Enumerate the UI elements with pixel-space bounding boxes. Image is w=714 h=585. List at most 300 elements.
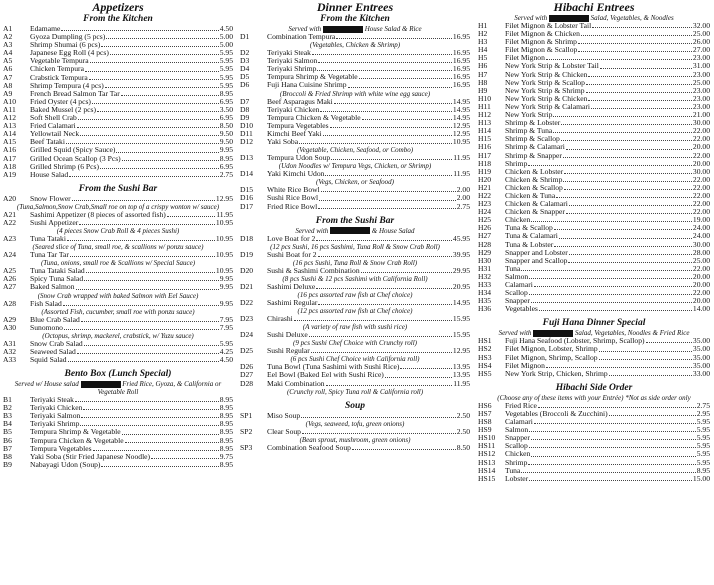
- item-code: HS6: [478, 400, 492, 410]
- menu-item: [240, 412, 470, 420]
- leader-dots: [323, 130, 452, 136]
- item-name: Chicken & Lobster: [505, 166, 564, 176]
- leader-dots: [362, 114, 452, 120]
- menu-item: [240, 331, 470, 339]
- item-price: 5.95: [696, 441, 710, 451]
- item-code: H36: [478, 304, 492, 314]
- leader-dots: [566, 208, 692, 214]
- leader-dots: [316, 235, 452, 241]
- leader-dots: [528, 459, 695, 465]
- item-code: A4: [3, 48, 13, 58]
- item-price: 33.00: [692, 368, 710, 378]
- leader-dots: [385, 371, 452, 377]
- leader-dots: [348, 81, 452, 87]
- item-price: 8.95: [219, 411, 233, 421]
- item-price: 6.95: [219, 113, 233, 123]
- leader-dots: [599, 345, 692, 351]
- item-name: Beef Asparagus Maki: [267, 96, 333, 106]
- item-name: Soft Shell Crab: [30, 113, 77, 123]
- item-name: Yaki Kimchi Udon: [267, 169, 325, 179]
- item-code: A19: [3, 169, 17, 179]
- leader-dots: [609, 370, 692, 376]
- leader-dots: [588, 71, 691, 77]
- leader-dots: [586, 87, 692, 93]
- item-code: A32: [3, 346, 17, 356]
- item-name: Chicken & Scallop: [505, 182, 563, 192]
- item-code: H17: [478, 150, 492, 160]
- leader-dots: [600, 62, 692, 68]
- leader-dots: [85, 65, 219, 71]
- menu-item: [240, 203, 470, 211]
- item-price: 23.00: [692, 69, 710, 79]
- item-name: Gyoza Dumpling (5 pcs): [30, 32, 106, 42]
- item-name: New York Strip & Calamari: [505, 101, 591, 111]
- item-code: A27: [3, 282, 17, 292]
- leader-dots: [84, 275, 219, 281]
- item-code: H12: [478, 110, 492, 120]
- item-code: A2: [3, 32, 13, 42]
- item-price: 5.95: [219, 80, 233, 90]
- leader-dots: [81, 412, 218, 418]
- menu-item: [240, 251, 470, 259]
- item-code: B3: [3, 411, 12, 421]
- leader-dots: [564, 168, 692, 174]
- item-description: (Bean sprout, mushroom, green onions): [299, 435, 411, 444]
- item-description: (Vegs, Chicken, or Seafood): [316, 178, 394, 187]
- item-code: H33: [478, 280, 492, 289]
- item-name: Chicken & Calamari: [505, 199, 568, 209]
- leader-dots: [609, 410, 696, 416]
- item-name: Sushi Deluxe: [267, 330, 308, 340]
- item-price: 23.00: [692, 93, 710, 103]
- item-name: New York Strip & Scallop: [505, 77, 585, 87]
- leader-dots: [63, 300, 219, 306]
- leader-dots: [121, 90, 219, 96]
- item-name: Tuna Bowl (Tuna Sashimi with Sushi Rice): [267, 362, 400, 372]
- item-price: 14.95: [452, 104, 470, 114]
- leader-dots: [321, 186, 456, 192]
- leader-dots: [531, 297, 692, 303]
- leader-dots: [79, 219, 215, 225]
- item-description: (Tuna,Salmon,Snow Crab,Small roe on top of a crispy wonton w/ sauce): [16, 202, 220, 211]
- redaction-mark: [330, 227, 370, 234]
- item-code: A23: [3, 234, 17, 244]
- leader-dots: [531, 216, 692, 222]
- item-name: Fried Oyster (4 pcs): [30, 96, 91, 106]
- item-code: HS2: [478, 344, 492, 354]
- leader-dots: [122, 428, 219, 434]
- item-name: Baked Mussel (2 pcs): [30, 104, 97, 114]
- item-price: 16.95: [452, 80, 470, 90]
- leader-dots: [67, 235, 215, 241]
- item-price: 5.95: [696, 417, 710, 427]
- item-price: 20.95: [452, 281, 470, 291]
- item-name: Tempura Chicken & Vegetable: [30, 435, 124, 445]
- menu-item: [3, 283, 233, 291]
- leader-dots: [330, 122, 452, 128]
- item-name: Shrimp & Snapper: [505, 150, 562, 160]
- item-name: Snapper and Scallop: [505, 255, 568, 265]
- leader-dots: [564, 184, 692, 190]
- leader-dots: [70, 251, 215, 257]
- item-name: Filet Mignon: [505, 53, 545, 63]
- item-price: 35.00: [692, 360, 710, 370]
- leader-dots: [561, 135, 692, 141]
- hibachi-column: [478, 0, 710, 483]
- item-code: A7: [3, 72, 13, 82]
- item-price: 22.00: [692, 199, 710, 209]
- item-code: D27: [240, 370, 254, 380]
- item-code: H13: [478, 118, 492, 128]
- item-code: A25: [3, 266, 17, 276]
- item-name: Tuna Tataki: [30, 234, 66, 244]
- item-price: 16.95: [452, 56, 470, 66]
- item-price: 23.00: [692, 101, 710, 111]
- leader-dots: [561, 119, 692, 125]
- item-name: Tuna & Scallop: [505, 223, 553, 233]
- leader-dots: [77, 122, 219, 128]
- item-name: Snapper: [505, 433, 530, 443]
- item-price: 14.95: [452, 297, 470, 307]
- item-price: 8.95: [219, 88, 233, 98]
- item-price: 9.95: [219, 274, 233, 284]
- menu-item: [240, 315, 470, 323]
- menu-item: [240, 154, 470, 162]
- item-name: Tuna Tataki Salad: [30, 266, 85, 276]
- item-name: Yaki Soba: [267, 137, 299, 147]
- item-name: Filet Mignon: [505, 360, 545, 370]
- menu-item: [3, 235, 233, 243]
- item-code: H7: [478, 69, 488, 79]
- special-list: [478, 337, 710, 377]
- item-code: SP2: [240, 426, 253, 436]
- side-note: (Choose any of these items with your Entrée) *Not as side order only: [497, 393, 691, 402]
- dinner-sushi-list: [240, 235, 470, 396]
- item-code: B1: [3, 395, 12, 405]
- item-price: 2.75: [696, 400, 710, 410]
- item-price: 2.75: [219, 169, 233, 179]
- leader-dots: [301, 412, 456, 418]
- item-code: HS3: [478, 352, 492, 362]
- item-price: 14.95: [452, 96, 470, 106]
- appetizers-kitchen-list: [3, 25, 233, 179]
- leader-dots: [316, 283, 452, 289]
- item-code: D2: [240, 48, 250, 58]
- menu-item: [240, 170, 470, 178]
- item-price: 10.95: [215, 266, 233, 276]
- item-price: 30.00: [692, 239, 710, 249]
- item-code: A15: [3, 137, 17, 147]
- leader-dots: [538, 402, 696, 408]
- item-code: D21: [240, 281, 254, 291]
- item-code: H4: [478, 45, 488, 55]
- leader-dots: [581, 30, 692, 36]
- special-title: Fuji Hana Dinner Special: [542, 318, 646, 329]
- leader-dots: [569, 249, 692, 255]
- menu-item: [3, 195, 233, 203]
- item-price: 11.95: [453, 169, 470, 179]
- item-name: Tuna & Lobster: [505, 239, 554, 249]
- item-code: HS11: [478, 441, 496, 451]
- item-price: 45.95: [452, 233, 470, 243]
- item-name: Seaweed Salad: [30, 346, 76, 356]
- item-name: Clear Soup: [267, 426, 301, 436]
- redaction-mark: [81, 381, 121, 388]
- item-name: Teriyaki Chicken: [30, 403, 83, 413]
- item-price: 22.00: [692, 190, 710, 200]
- item-price: 2.00: [456, 185, 470, 195]
- dinner-sushi-note: Served with & House Salad: [295, 226, 415, 235]
- item-price: 24.00: [692, 231, 710, 241]
- leader-dots: [100, 163, 219, 169]
- item-price: 8.95: [219, 419, 233, 429]
- item-price: 8.50: [456, 442, 470, 452]
- item-name: Yaki Soba (Stir Fried Japanese Noodle): [30, 451, 151, 461]
- item-name: Filet Mignon, Shrimp, Scallop: [505, 352, 598, 362]
- item-code: D9: [240, 112, 250, 122]
- item-code: A5: [3, 56, 13, 66]
- item-name: New York Strip: [505, 110, 553, 120]
- leader-dots: [318, 57, 452, 63]
- item-name: Beef Tataki: [30, 137, 65, 147]
- item-name: Chicken & Tuna: [505, 190, 556, 200]
- leader-dots: [302, 428, 456, 434]
- item-name: Teriyaki Chicken: [267, 104, 320, 114]
- item-price: 20.00: [692, 158, 710, 168]
- item-name: Shrimp Shumai (6 pcs): [30, 40, 101, 50]
- item-code: B9: [3, 459, 12, 469]
- item-code: HS14: [478, 465, 496, 475]
- item-price: 27.00: [692, 45, 710, 55]
- item-code: H11: [478, 101, 491, 111]
- item-name: Snow Flower: [30, 193, 71, 203]
- item-price: 8.95: [219, 395, 233, 405]
- item-name: Squid Salad: [30, 355, 67, 364]
- item-price: 5.95: [696, 457, 710, 467]
- menu-item: [240, 235, 470, 243]
- item-name: Edamame: [30, 24, 61, 33]
- item-code: A21: [3, 209, 17, 219]
- item-code: H22: [478, 190, 492, 200]
- item-price: 9.75: [219, 451, 233, 461]
- item-name: Snow Crab Salad: [30, 338, 83, 348]
- item-description: (Snow Crab wrapped with baked Salmon with Eel Sauce): [37, 291, 199, 300]
- item-price: 25.00: [692, 77, 710, 87]
- item-price: 8.95: [696, 465, 710, 475]
- item-name: Maki Combination: [267, 378, 325, 388]
- item-name: Blue Crab Salad: [30, 314, 80, 324]
- item-name: Fuji Hana Cuisine Shrimp: [267, 80, 347, 90]
- dinner-kitchen-title: From the Kitchen: [320, 14, 390, 24]
- item-code: D5: [240, 72, 250, 82]
- item-code: H20: [478, 174, 492, 184]
- item-code: H31: [478, 263, 492, 273]
- item-price: 23.00: [692, 53, 710, 63]
- leader-dots: [586, 79, 692, 85]
- item-description: (Octopus, shrimp, mackerel, crabstick, w/ Yuzu sauce): [42, 331, 194, 340]
- item-code: A12: [3, 113, 17, 123]
- item-price: 5.95: [696, 433, 710, 443]
- item-price: 10.95: [452, 137, 470, 147]
- item-name: Tuna: [505, 465, 521, 475]
- item-code: D28: [240, 378, 254, 388]
- item-name: Shrimp & Scallop: [505, 134, 560, 144]
- item-name: Yellowtail Neck: [30, 129, 80, 139]
- appetizers-sushi-title: From the Sushi Bar: [78, 183, 158, 194]
- item-price: 16.95: [452, 48, 470, 58]
- item-code: H30: [478, 255, 492, 265]
- item-code: A8: [3, 80, 13, 90]
- leader-dots: [325, 170, 452, 176]
- item-name: Sashimi Regular: [267, 297, 318, 307]
- item-price: 11.95: [453, 153, 470, 163]
- appetizers-sushi-list: [3, 195, 233, 364]
- item-code: HS5: [478, 368, 492, 378]
- leader-dots: [93, 445, 219, 451]
- leader-dots: [578, 46, 692, 52]
- item-code: A30: [3, 322, 17, 332]
- item-name: Shrimp & Tuna: [505, 126, 553, 136]
- item-code: H8: [478, 77, 488, 87]
- item-name: Combination Seafood Soup: [267, 442, 351, 452]
- item-name: Tuna: [505, 263, 521, 273]
- item-code: D19: [240, 249, 254, 259]
- item-price: 19.00: [692, 215, 710, 225]
- item-name: Tempura Chicken & Vegetable: [267, 112, 361, 122]
- item-price: 8.95: [219, 153, 233, 163]
- leader-dots: [167, 211, 215, 217]
- item-name: Sushi Rice Bowl: [267, 193, 319, 203]
- item-price: 5.95: [219, 338, 233, 348]
- item-price: 10.95: [215, 250, 233, 260]
- item-name: Combination Tempura: [267, 32, 336, 41]
- leader-dots: [521, 265, 692, 271]
- menu-item: [3, 219, 233, 227]
- item-price: 4.50: [219, 355, 233, 364]
- item-name: Chicken: [505, 215, 531, 225]
- menu-item: [478, 305, 710, 313]
- item-description: (Tuna, onions, small roe & Scallions w/ Special Sauce): [40, 259, 196, 268]
- appetizers-column: [3, 0, 233, 469]
- leader-dots: [563, 176, 692, 182]
- leader-dots: [588, 95, 691, 101]
- leader-dots: [105, 82, 219, 88]
- item-code: D8: [240, 104, 250, 114]
- item-price: 20.00: [692, 142, 710, 152]
- appetizers-kitchen-title: From the Kitchen: [83, 14, 153, 24]
- item-price: 6.95: [219, 161, 233, 171]
- item-price: 13.95: [452, 370, 470, 380]
- item-price: 4.50: [219, 24, 233, 33]
- item-price: 5.95: [219, 56, 233, 66]
- item-description: (6 pcs Sushi Chef Choice with California roll): [290, 355, 420, 364]
- item-name: Chicken: [505, 449, 531, 459]
- leader-dots: [529, 273, 692, 279]
- item-price: 12.95: [215, 193, 233, 203]
- soup-list: [240, 412, 470, 452]
- leader-dots: [521, 467, 695, 473]
- leader-dots: [334, 98, 452, 104]
- soup-title: Soup: [344, 400, 366, 411]
- leader-dots: [101, 461, 218, 467]
- item-name: Tempura Vegetables: [267, 120, 329, 130]
- item-price: 26.00: [692, 37, 710, 47]
- item-code: H21: [478, 182, 492, 192]
- item-code: B6: [3, 435, 12, 445]
- item-price: 35.00: [692, 352, 710, 362]
- item-price: 5.95: [696, 449, 710, 459]
- item-code: D25: [240, 346, 254, 356]
- item-code: B4: [3, 419, 12, 429]
- item-price: 12.95: [452, 128, 470, 138]
- item-name: Sushi Boat for 2: [267, 249, 317, 259]
- leader-dots: [97, 106, 219, 112]
- item-name: Filet Mignon, Lobster, Shrimp: [505, 344, 598, 354]
- leader-dots: [81, 316, 219, 322]
- item-code: A20: [3, 193, 17, 203]
- item-name: Snapper: [505, 296, 530, 306]
- item-name: Salmon: [505, 425, 529, 435]
- leader-dots: [101, 41, 218, 47]
- item-price: 31.00: [692, 61, 710, 71]
- item-name: Sashimi Deluxe: [267, 281, 316, 291]
- item-price: 16.95: [452, 72, 470, 82]
- leader-dots: [553, 127, 692, 133]
- leader-dots: [599, 354, 692, 360]
- menu-item: [478, 475, 710, 483]
- item-price: 9.95: [219, 145, 233, 155]
- item-name: Fuji Hana Seafood (Lobster, Shrimp, Scallop): [505, 336, 645, 346]
- item-price: 7.95: [219, 314, 233, 324]
- item-name: Fish Salad: [30, 298, 62, 308]
- item-price: 24.00: [692, 223, 710, 233]
- dinner-kitchen-list: [240, 33, 470, 211]
- menu-item: [240, 347, 470, 355]
- item-code: D3: [240, 56, 250, 66]
- item-price: 14.00: [692, 304, 710, 314]
- item-code: D13: [240, 153, 254, 163]
- item-code: D26: [240, 362, 254, 372]
- item-name: Crabstick Tempura: [30, 72, 88, 82]
- item-name: Teriyaki Shrimp: [30, 419, 80, 429]
- item-name: Sushi Appetizer: [30, 217, 79, 227]
- hibachi-list: [478, 22, 710, 313]
- leader-dots: [400, 363, 452, 369]
- item-price: 22.00: [692, 182, 710, 192]
- item-name: Sashimi Appetizer (8 pieces of assorted fish): [30, 209, 166, 219]
- side-list: [478, 402, 710, 483]
- item-code: HS12: [478, 449, 496, 459]
- item-price: 2.50: [456, 410, 470, 420]
- leader-dots: [563, 152, 692, 158]
- item-price: 22.00: [692, 150, 710, 160]
- item-price: 4.25: [219, 346, 233, 356]
- appetizers-title: Appetizers: [92, 0, 144, 14]
- item-code: H3: [478, 37, 488, 47]
- item-code: HS7: [478, 408, 492, 418]
- item-name: New York Strip & Shrimp: [505, 85, 585, 95]
- item-description: (Vegetable, Chicken, Seafood, or Combo): [296, 146, 414, 155]
- item-price: 13.95: [452, 362, 470, 372]
- item-description: (4 pieces Snow Crab Roll & 4 pieces Sushi): [56, 227, 180, 236]
- leader-dots: [556, 192, 692, 198]
- leader-dots: [61, 25, 218, 31]
- item-code: H32: [478, 271, 492, 281]
- item-name: Fried Calamari: [30, 121, 76, 131]
- item-name: Filet Mignon & Scallop: [505, 45, 578, 55]
- item-code: D7: [240, 96, 250, 106]
- item-code: B2: [3, 403, 12, 413]
